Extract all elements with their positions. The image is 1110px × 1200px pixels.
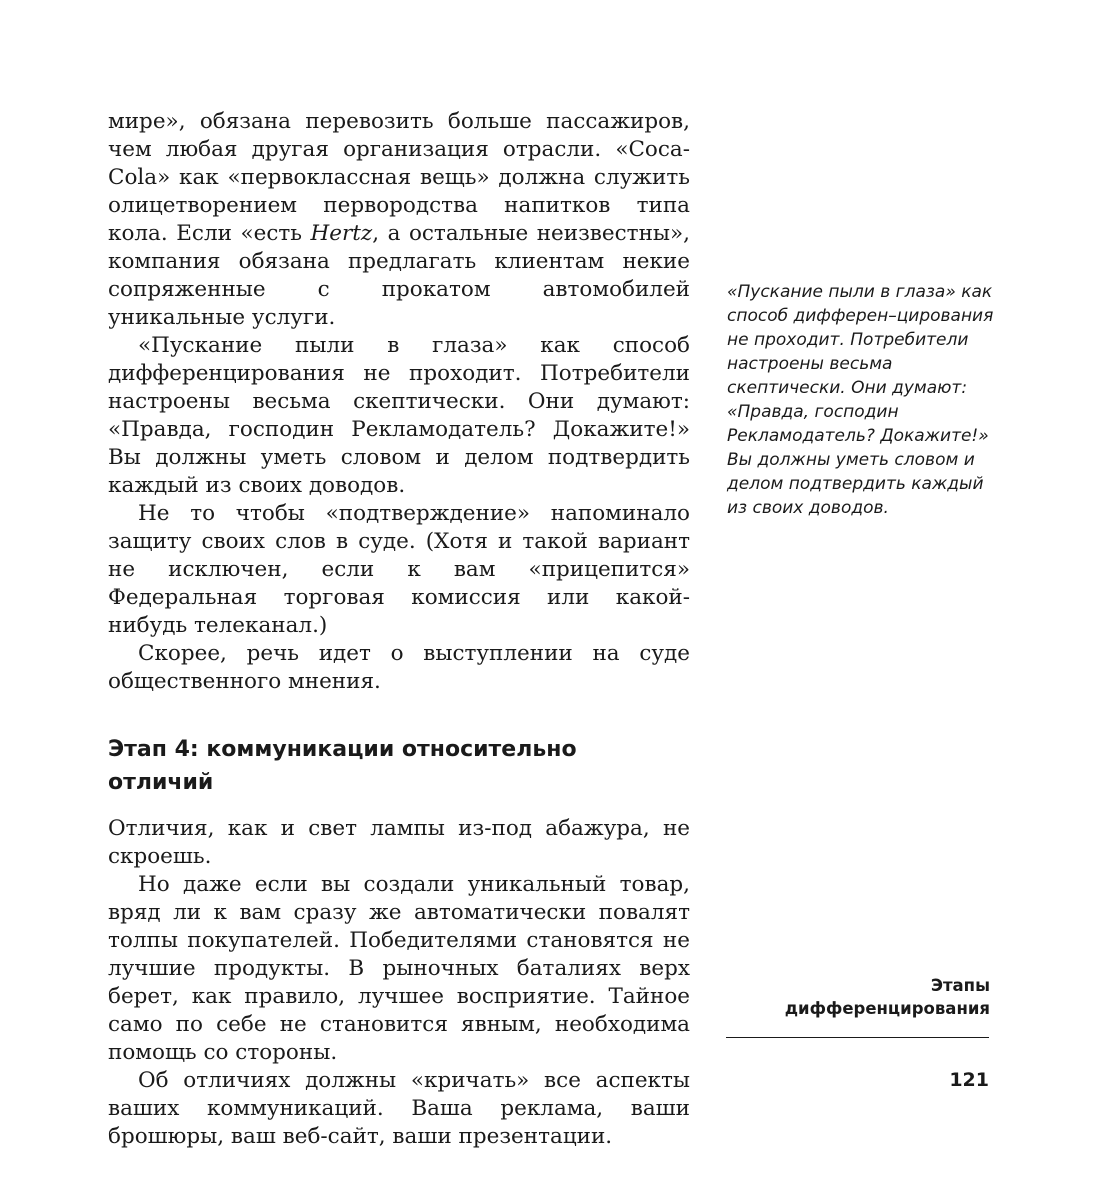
paragraph-text: , а остальные неизвестны», компания обязана предлагать клиентам некие сопряженные с прокатом автомобилей уникальные услуги. [108,221,690,330]
body-paragraph: Скорее, речь идет о выступлении на суде общественного мнения. [108,641,690,694]
body-paragraph: Но даже если вы создали уникальный товар, вряд ли к вам сразу же автоматически повалят толпы покупателей. Победителями становятся не лучшие продукты. В рыночных баталиях верх берет, как правило, лучшее восприятие. Тайное само по себе не становится явным, необходима помощь со стороны. [108,872,690,1065]
section-heading [108,733,690,799]
body-paragraph: Об отличиях должны «кричать» все аспекты ваших коммуникаций. Ваша реклама, ваши брошюры, ваш веб-сайт, ваши презентации. [108,1068,690,1149]
body-paragraph: Не то чтобы «подтверждение» напоминало защиту своих слов в суде. (Хотя и такой вариант не исключен, если к вам «прицепится» Федеральная торговая комиссия или какой-нибудь телеканал.) [108,501,690,638]
body-paragraph: «Пускание пыли в глаза» как способ дифференцирования не проходит. Потребители настроены весьма скептически. Они думают: «Правда, господин Рекламодатель? Докажите!» Вы должны уметь словом и делом подтвердить каждый из своих доводов. [108,333,690,498]
paragraph-text: мире», обязана перевозить больше пассажиров, чем любая другая организация отрасли. «Coca-Cola» как «первоклассная вещь» должна служить олицетворением первородства напитков типа кола. Если «есть [108,109,690,246]
running-head-rule [726,1037,989,1038]
brand-name-emphasis: Hertz [310,221,373,246]
pull-quote: «Пускание пыли в глаза» как способ дифферен–цирования не проходит. Потребители настроены весьма скептически. Они думают: «Правда, господин Рекламодатель? Докажите!» Вы должны уметь словом и делом подтвердить каждый из своих доводов. [727,282,994,518]
body-paragraph: Отличия, как и свет лампы из-под абажура, не скроешь. [108,816,690,869]
main-text-column [108,108,690,1151]
running-head-line: Этапы [930,976,990,995]
page-number: 121 [949,1069,989,1091]
section-heading-line: отличий [108,770,214,795]
body-paragraph [108,108,690,332]
running-head-line: дифференцирования [784,999,990,1018]
section-heading-line: Этап 4: коммуникации относительно [108,737,577,762]
running-head [710,974,990,1020]
